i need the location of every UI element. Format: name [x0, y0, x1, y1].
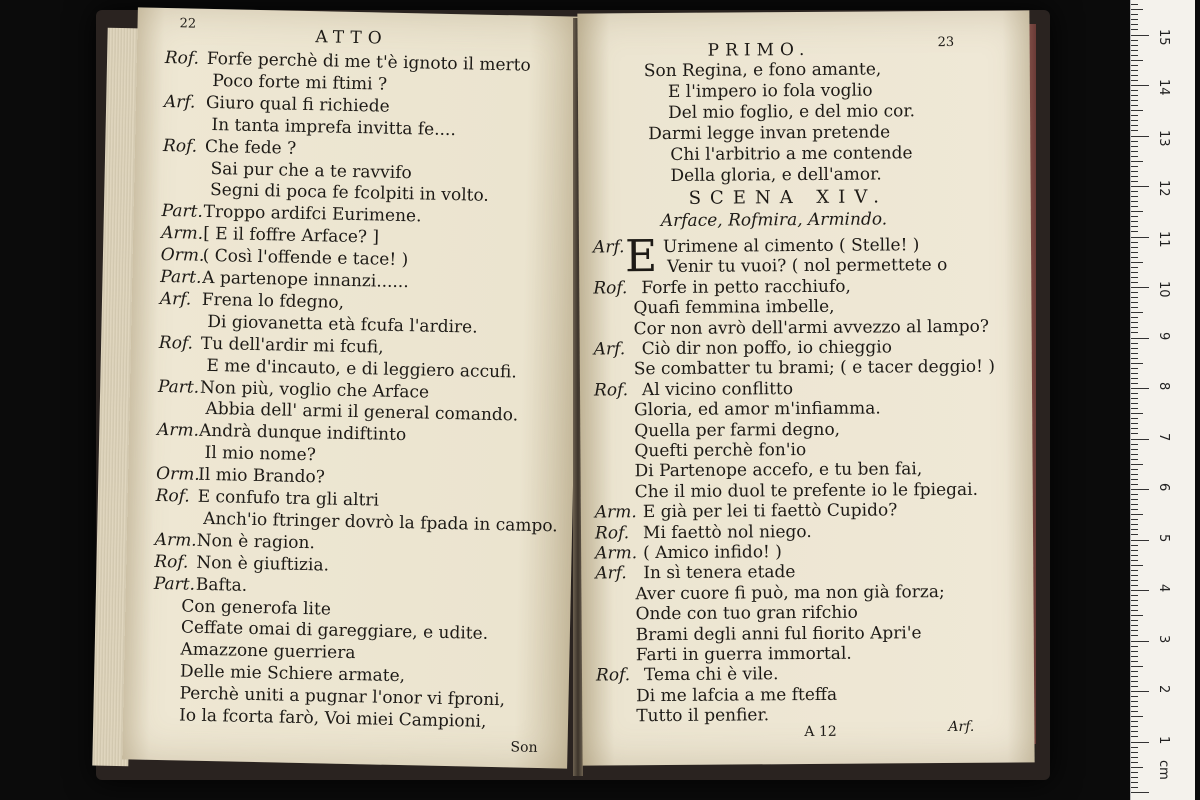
ruler-tick — [1131, 671, 1138, 672]
ruler-tick — [1131, 317, 1138, 318]
ruler-tick — [1131, 726, 1138, 727]
ruler-tick — [1131, 686, 1138, 687]
ruler-tick — [1131, 85, 1149, 86]
ruler-tick — [1131, 247, 1138, 248]
ruler-tick — [1131, 630, 1138, 631]
dialogue-line: Io la fcorta farò, Voi miei Campioni, — [178, 705, 487, 732]
ruler-tick — [1131, 252, 1138, 253]
ruler-tick — [1131, 570, 1138, 571]
ruler-tick — [1131, 388, 1149, 389]
ruler-tick — [1131, 196, 1138, 197]
dialogue-line: Forfe perchè di me t'è ignoto il merto — [206, 48, 531, 76]
ruler-tick — [1131, 408, 1138, 409]
ruler-tick — [1131, 479, 1138, 480]
ruler-label: 9 — [1156, 331, 1171, 340]
ruler-tick — [1131, 146, 1138, 147]
left-page — [122, 7, 583, 768]
ruler-tick — [1131, 413, 1143, 414]
speaker-label: Arf. — [595, 563, 627, 584]
catchword: Son — [510, 739, 538, 756]
ruler-tick — [1131, 560, 1138, 561]
ruler-tick — [1131, 529, 1138, 530]
ruler-tick — [1131, 100, 1138, 101]
ruler-tick — [1131, 620, 1138, 621]
ruler-tick — [1131, 262, 1143, 263]
speaker-label: Arf. — [593, 339, 626, 360]
ruler-tick — [1131, 297, 1138, 298]
ruler-tick — [1131, 378, 1138, 379]
dialogue-line: Mi faettò nol niego. — [642, 521, 812, 543]
speaker-label: Arf. — [592, 237, 625, 258]
dialogue-line: Quefti perchè fon'io — [634, 440, 807, 462]
dialogue-line: Non è giuftizia. — [196, 552, 330, 576]
ruler-tick — [1131, 358, 1138, 359]
ruler-label: 2 — [1156, 685, 1171, 694]
ruler-label: 14 — [1156, 79, 1171, 96]
dialogue-line: Il mio nome? — [204, 443, 317, 466]
ruler-label: 12 — [1156, 180, 1171, 197]
ruler-tick — [1131, 125, 1138, 126]
page-number: 23 — [937, 34, 955, 51]
catchword: Arf. — [948, 718, 975, 736]
ruler-tick — [1131, 338, 1149, 339]
ruler-tick — [1131, 272, 1138, 273]
ruler-tick — [1131, 292, 1138, 293]
ruler-tick — [1131, 519, 1138, 520]
ruler-tick — [1131, 237, 1149, 238]
ruler-unit: cm — [1156, 760, 1171, 780]
ruler-tick — [1131, 423, 1138, 424]
dialogue-line: [ E il foffre Arface? ] — [202, 224, 380, 248]
dialogue-line: Quella per farmi degno, — [634, 419, 841, 441]
speaker-label: Arm. — [156, 420, 200, 442]
dialogue-line: A partenope innanzi...... — [202, 267, 409, 293]
ruler-tick — [1131, 55, 1138, 56]
speaker-label: Rof. — [158, 332, 194, 354]
ruler-tick — [1131, 757, 1138, 758]
ruler-tick — [1131, 595, 1138, 596]
ruler-tick — [1131, 312, 1143, 313]
dialogue-line: Brami degli anni ful fiorito Apri'e — [635, 622, 922, 645]
ruler-tick — [1131, 171, 1138, 172]
ruler-tick — [1131, 681, 1138, 682]
dialogue-line: Cor non avrò dell'armi avvezzo al lampo? — [633, 316, 990, 339]
ruler-tick — [1131, 550, 1138, 551]
dialogue-line: Tema chi è vile. — [643, 664, 779, 686]
verse-line: Della gloria, e dell'amor. — [670, 164, 882, 186]
dialogue-line: Giuro qual fi richiede — [205, 92, 390, 117]
drop-cap: E — [624, 231, 658, 283]
dialogue-line: E già per lei ti faettò Cupido? — [642, 500, 898, 523]
ruler-tick — [1131, 307, 1138, 308]
measuring-ruler — [1130, 0, 1195, 800]
ruler-tick — [1131, 585, 1138, 586]
speaker-label: Arm. — [595, 543, 638, 564]
ruler-tick — [1131, 509, 1138, 510]
ruler-tick — [1131, 348, 1138, 349]
ruler-tick — [1131, 130, 1138, 131]
ruler-tick — [1131, 605, 1138, 606]
ruler-tick — [1131, 398, 1138, 399]
ruler-tick — [1131, 449, 1138, 450]
ruler-tick — [1131, 540, 1149, 541]
ruler-tick — [1131, 267, 1138, 268]
ruler-tick — [1131, 545, 1138, 546]
ruler-tick — [1131, 151, 1138, 152]
scene-title: SCENA XIV. — [688, 186, 888, 209]
ruler-tick — [1131, 141, 1138, 142]
ruler-tick — [1131, 70, 1138, 71]
ruler-tick — [1131, 590, 1149, 591]
dialogue-line: Urimene al cimento ( Stelle! ) — [662, 235, 920, 257]
dialogue-line: Segni di poca fe fcolpiti in volto. — [209, 180, 490, 207]
dialogue-line: Quafi femmina imbelle, — [633, 296, 835, 319]
ruler-tick — [1131, 777, 1138, 778]
ruler-label: 3 — [1156, 634, 1171, 643]
ruler-tick — [1131, 459, 1138, 460]
speaker-label: Rof. — [593, 380, 629, 401]
ruler-tick — [1131, 772, 1138, 773]
ruler-label: 8 — [1156, 382, 1171, 391]
ruler-tick — [1131, 716, 1143, 717]
verse-line: Son Regina, e fono amante, — [643, 59, 882, 82]
ruler-tick — [1131, 242, 1138, 243]
ruler-label: 1 — [1156, 735, 1171, 744]
dialogue-line: In sì tenera etade — [643, 562, 796, 584]
ruler-tick — [1131, 742, 1149, 743]
ruler-tick — [1131, 24, 1138, 25]
dialogue-line: Gloria, ed amor m'infiamma. — [634, 398, 881, 421]
dialogue-line: Bafta. — [195, 574, 248, 596]
ruler-tick — [1131, 721, 1138, 722]
ruler-tick — [1131, 701, 1138, 702]
ruler-tick — [1131, 60, 1143, 61]
ruler-tick — [1131, 444, 1138, 445]
ruler-tick — [1131, 343, 1138, 344]
dialogue-line: Frena lo fdegno, — [201, 289, 345, 313]
speaker-label: Part. — [160, 266, 202, 288]
ruler-tick — [1131, 439, 1149, 440]
ruler-tick — [1131, 792, 1149, 793]
running-header: ATTO — [315, 27, 388, 49]
ruler-tick — [1131, 166, 1138, 167]
ruler-tick — [1131, 767, 1143, 768]
ruler-tick — [1131, 115, 1138, 116]
dialogue-line: ( Amico infido! ) — [643, 542, 782, 564]
dialogue-line: Con generofa lite — [181, 595, 332, 620]
dialogue-line: Che fede ? — [204, 136, 297, 159]
scene-cast: Arface, Rofmira, Armindo. — [660, 209, 888, 232]
ruler-tick — [1131, 156, 1138, 157]
ruler-tick — [1131, 282, 1138, 283]
ruler-label: 7 — [1156, 432, 1171, 441]
ruler-label: 4 — [1156, 584, 1171, 593]
dialogue-line: Di me lafcia a me fteffa — [636, 684, 838, 706]
ruler-tick — [1131, 277, 1138, 278]
ruler-tick — [1131, 322, 1138, 323]
signature-mark: A 12 — [804, 723, 837, 741]
dialogue-line: Se combatter tu brami; ( e tacer deggio! ) — [633, 357, 996, 380]
dialogue-line: Non è ragion. — [196, 530, 316, 554]
ruler-tick — [1131, 504, 1138, 505]
ruler-tick — [1131, 499, 1138, 500]
ruler-tick — [1131, 181, 1138, 182]
dialogue-line: Amazzone guerriera — [180, 639, 356, 664]
ruler-tick — [1131, 610, 1138, 611]
verse-line: E l'impero io fola voglio — [667, 80, 873, 102]
ruler-tick — [1131, 555, 1138, 556]
dialogue-line: Venir tu vuoi? ( nol permettete o — [667, 255, 948, 278]
dialogue-line: Onde con tuo gran rifchio — [635, 602, 858, 625]
ruler-tick — [1131, 221, 1138, 222]
speaker-label: Rof. — [154, 551, 189, 573]
ruler-tick — [1131, 29, 1138, 30]
ruler-tick — [1131, 19, 1138, 20]
ruler-tick — [1131, 469, 1138, 470]
speaker-label: Rof. — [164, 48, 200, 69]
ruler-tick — [1131, 368, 1138, 369]
dialogue-line: Perchè uniti a pugnar l'onor vi fproni, — [179, 683, 506, 711]
speaker-label: Part. — [157, 376, 200, 398]
ruler-tick — [1131, 120, 1138, 121]
ruler-tick — [1131, 206, 1138, 207]
ruler-tick — [1131, 782, 1138, 783]
ruler-tick — [1131, 524, 1138, 525]
ruler-tick — [1131, 176, 1138, 177]
dialogue-line: Anch'io ftringer dovrò la fpada in campo. — [203, 508, 558, 537]
dialogue-line: Troppo ardifci Eurimene. — [203, 202, 422, 227]
speaker-label: Rof. — [162, 135, 198, 157]
speaker-label: Arm. — [160, 223, 204, 245]
dialogue-line: Abbia dell' armi il general comando. — [205, 399, 519, 426]
ruler-tick — [1131, 428, 1138, 429]
ruler-tick — [1131, 80, 1138, 81]
ruler-tick — [1131, 4, 1138, 5]
ruler-tick — [1131, 201, 1138, 202]
ruler-tick — [1131, 50, 1138, 51]
ruler-tick — [1131, 514, 1143, 515]
ruler-tick — [1131, 635, 1138, 636]
dialogue-line: Tutto il penfier. — [636, 705, 770, 727]
right-page — [577, 10, 1034, 765]
running-header: PRIMO. — [707, 39, 811, 61]
ruler-tick — [1131, 494, 1138, 495]
ruler-tick — [1131, 651, 1138, 652]
ruler-tick — [1131, 464, 1143, 465]
ruler-tick — [1131, 625, 1138, 626]
ruler-label: 10 — [1156, 281, 1171, 298]
ruler-tick — [1131, 373, 1138, 374]
verse-line: Chi l'arbitrio a me contende — [670, 143, 913, 165]
ruler-tick — [1131, 110, 1143, 111]
ruler-tick — [1131, 353, 1138, 354]
ruler-tick — [1131, 383, 1138, 384]
verse-line: Darmi legge invan pretende — [648, 122, 891, 145]
ruler-tick — [1131, 691, 1149, 692]
ruler-tick — [1131, 661, 1138, 662]
dialogue-line: Non più, voglio che Arface — [199, 377, 430, 403]
ruler-tick — [1131, 105, 1138, 106]
verse-line: Del mio foglio, e del mio cor. — [668, 101, 916, 123]
ruler-tick — [1131, 706, 1138, 707]
ruler-tick — [1131, 575, 1138, 576]
ruler-tick — [1131, 484, 1138, 485]
ruler-tick — [1131, 211, 1143, 212]
ruler-tick — [1131, 433, 1138, 434]
ruler-tick — [1131, 363, 1143, 364]
ruler-tick — [1131, 534, 1138, 535]
speaker-label: Rof. — [593, 278, 628, 299]
ruler-label: 13 — [1156, 129, 1171, 147]
dialogue-line: Di Partenope accefo, e tu ben fai, — [634, 459, 923, 482]
speaker-label: Orm. — [155, 464, 200, 485]
ruler-tick — [1131, 302, 1138, 303]
ruler-tick — [1131, 666, 1143, 667]
ruler-tick — [1131, 393, 1138, 394]
ruler-tick — [1131, 9, 1143, 10]
speaker-label: Part. — [153, 573, 196, 595]
ruler-tick — [1131, 90, 1138, 91]
ruler-tick — [1131, 656, 1138, 657]
ruler-tick — [1131, 747, 1138, 748]
dialogue-line: Di giovanetta età fcufa l'ardire. — [207, 311, 478, 338]
ruler-tick — [1131, 327, 1138, 328]
ruler-tick — [1131, 752, 1138, 753]
dialogue-line: Tu dell'ardir mi fcufi, — [200, 333, 384, 358]
ruler-tick — [1131, 676, 1138, 677]
ruler-tick — [1131, 565, 1143, 566]
ruler-tick — [1131, 191, 1138, 192]
ruler-tick — [1131, 454, 1138, 455]
ruler-tick — [1131, 731, 1138, 732]
ruler-tick — [1131, 332, 1138, 333]
ruler-label: 11 — [1156, 230, 1171, 248]
ruler-tick — [1131, 696, 1138, 697]
ruler-tick — [1131, 418, 1138, 419]
ruler-tick — [1131, 40, 1138, 41]
speaker-label: Part. — [161, 201, 204, 223]
ruler-tick — [1131, 580, 1138, 581]
ruler-tick — [1131, 161, 1143, 162]
ruler-tick — [1131, 75, 1138, 76]
ruler-label: 5 — [1156, 533, 1171, 542]
ruler-tick — [1131, 231, 1138, 232]
dialogue-line: Ciò dir non poffo, io chieggio — [641, 337, 892, 360]
ruler-tick — [1131, 711, 1138, 712]
ruler-tick — [1131, 489, 1149, 490]
ruler-tick — [1131, 646, 1138, 647]
speaker-label: Orm. — [160, 245, 205, 266]
ruler-tick — [1131, 136, 1149, 137]
ruler-tick — [1131, 615, 1143, 616]
dialogue-line: In tanta imprefa invitta fe.... — [211, 114, 457, 140]
speaker-label: Rof. — [595, 665, 631, 686]
dialogue-line: Farti in guerra immortal. — [635, 643, 852, 666]
ruler-tick — [1131, 226, 1138, 227]
ruler-tick — [1131, 600, 1138, 601]
ruler-tick — [1131, 216, 1138, 217]
ruler-label: 15 — [1156, 28, 1171, 46]
ruler-tick — [1131, 95, 1138, 96]
speaker-label: Rof. — [155, 485, 191, 507]
dialogue-line: Poco forte mi ftimi ? — [212, 70, 388, 95]
dialogue-line: Andrà dunque indiftinto — [198, 421, 407, 446]
dialogue-line: Il mio Brando? — [197, 464, 326, 488]
ruler-tick — [1131, 641, 1149, 642]
dialogue-line: E me d'incauto, e di leggiero accufi. — [206, 355, 517, 383]
ruler-tick — [1131, 65, 1138, 66]
speaker-label: Arm. — [154, 529, 197, 551]
ruler-tick — [1131, 45, 1138, 46]
ruler-tick — [1131, 762, 1138, 763]
ruler-tick — [1131, 474, 1138, 475]
dialogue-line: ( Così l'offende e tace! ) — [202, 245, 409, 271]
dialogue-line: Sai pur che a te ravvifo — [210, 158, 412, 183]
ruler-tick — [1131, 14, 1138, 15]
speaker-label: Arf. — [159, 288, 192, 310]
ruler-tick — [1131, 186, 1149, 187]
dialogue-line: Ceffate omai di gareggiare, e udite. — [180, 617, 489, 645]
dialogue-line: Aver cuore fi può, ma non già forza; — [635, 581, 945, 604]
ruler-tick — [1131, 787, 1138, 788]
dialogue-line: Che il mio duol te prefente io le fpiegai. — [634, 479, 979, 502]
dialogue-line: Delle mie Schiere armate, — [179, 661, 406, 687]
dialogue-line: E confufo tra gli altri — [197, 486, 380, 511]
speaker-label: Arf. — [163, 91, 196, 113]
ruler-tick — [1131, 287, 1149, 288]
page-number: 22 — [179, 16, 197, 32]
speaker-label: Arm. — [594, 502, 637, 523]
ruler-tick — [1131, 403, 1138, 404]
speaker-label: Rof. — [594, 522, 630, 544]
ruler-label: 6 — [1156, 483, 1171, 492]
ruler-tick — [1131, 35, 1149, 36]
ruler-tick — [1131, 736, 1138, 737]
dialogue-line: Al vicino conflitto — [641, 378, 794, 400]
dialogue-line: Forfe in petto racchiufo, — [641, 276, 851, 298]
ruler-tick — [1131, 257, 1138, 258]
